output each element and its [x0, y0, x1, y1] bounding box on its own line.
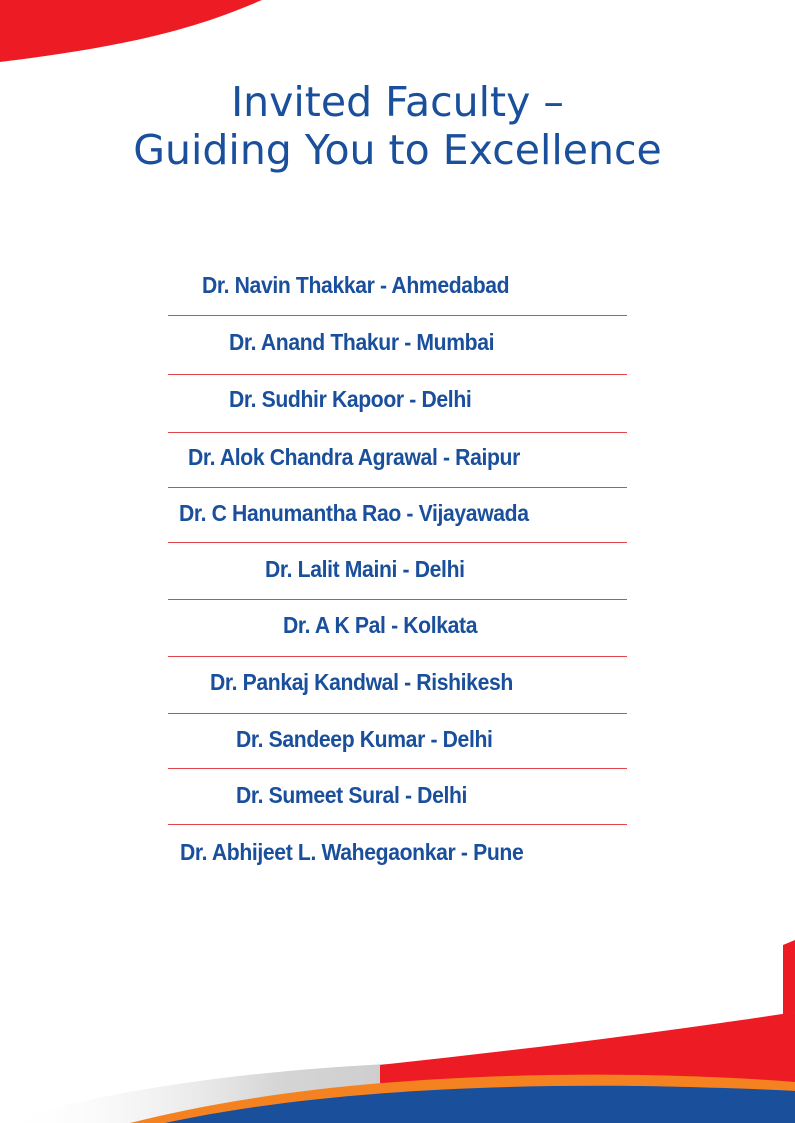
- divider: [168, 374, 627, 375]
- faculty-item: Dr. Anand Thakur - Mumbai: [229, 329, 495, 355]
- faculty-item: Dr. Abhijeet L. Wahegaonkar - Pune: [180, 839, 524, 865]
- divider: [168, 315, 627, 316]
- divider: [168, 656, 627, 657]
- divider: [168, 432, 627, 433]
- title-line-2: Guiding You to Excellence: [133, 126, 662, 174]
- faculty-item: Dr. Sumeet Sural - Delhi: [236, 782, 468, 808]
- divider: [168, 824, 627, 825]
- faculty-item: Dr. A K Pal - Kolkata: [283, 612, 478, 638]
- bottom-swoosh-decoration: [0, 920, 795, 1123]
- faculty-item: Dr. Lalit Maini - Delhi: [265, 556, 465, 582]
- faculty-item: Dr. Navin Thakkar - Ahmedabad: [202, 272, 510, 298]
- faculty-item: Dr. Alok Chandra Agrawal - Raipur: [188, 444, 520, 470]
- divider: [168, 768, 627, 769]
- faculty-item: Dr. C Hanumantha Rao - Vijayawada: [179, 500, 529, 526]
- divider: [168, 542, 627, 543]
- faculty-item: Dr. Pankaj Kandwal - Rishikesh: [210, 669, 513, 695]
- divider: [168, 599, 627, 600]
- title-line-1: Invited Faculty –: [231, 78, 564, 126]
- divider: [168, 713, 627, 714]
- divider: [168, 487, 627, 488]
- faculty-item: Dr. Sandeep Kumar - Delhi: [236, 726, 493, 752]
- faculty-item: Dr. Sudhir Kapoor - Delhi: [229, 386, 472, 412]
